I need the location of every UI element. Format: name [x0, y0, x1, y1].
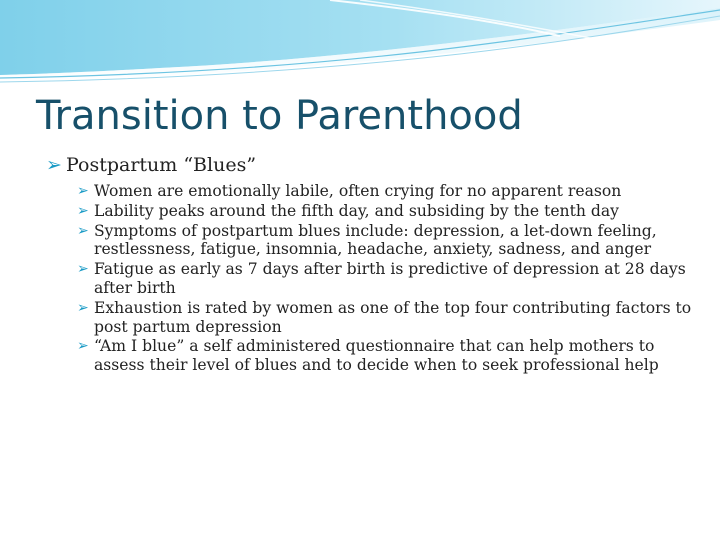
sub-bullet-item: [77, 260, 705, 298]
arrow-bullet-icon: ➢: [77, 338, 89, 355]
arrow-bullet-icon: ➢: [77, 261, 89, 278]
sub-bullet-item: [77, 337, 705, 375]
main-bullet: [46, 152, 706, 178]
arrow-bullet-icon: ➢: [77, 202, 89, 219]
sub-bullet-item: [77, 299, 705, 337]
sub-bullet-list: [77, 182, 705, 376]
slide-title: Transition to Parenthood: [36, 93, 523, 139]
main-bullet-text: Postpartum “Blues”: [66, 154, 257, 176]
sub-bullet-item: [77, 182, 705, 201]
sub-bullet-item: [77, 202, 705, 221]
sub-bullet-text: Lability peaks around the fifth day, and subsiding by the tenth day: [94, 201, 619, 220]
sub-bullet-item: [77, 222, 705, 260]
arrow-bullet-icon: ➢: [77, 183, 89, 199]
sub-bullet-text: Exhaustion is rated by women as one of the top four contributing factors to post partum depression: [94, 298, 692, 336]
arrow-bullet-icon: ➢: [46, 154, 62, 176]
sub-bullet-text: Women are emotionally labile, often crying for no apparent reason: [94, 182, 622, 200]
sub-bullet-text: Symptoms of postpartum blues include: depression, a let-down feeling, restlessness, fatigue, insomnia, headache, anxiety, sadness, and anger: [94, 221, 657, 259]
header-wave-decoration: [0, 0, 720, 90]
sub-bullet-text: Fatigue as early as 7 days after birth is predictive of depression at 28 days after birth: [94, 260, 686, 297]
arrow-bullet-icon: ➢: [77, 299, 89, 316]
sub-bullet-text: “Am I blue” a self administered questionnaire that can help mothers to assess their level of blues and to decide when to seek professional help: [94, 337, 659, 375]
arrow-bullet-icon: ➢: [77, 222, 89, 239]
